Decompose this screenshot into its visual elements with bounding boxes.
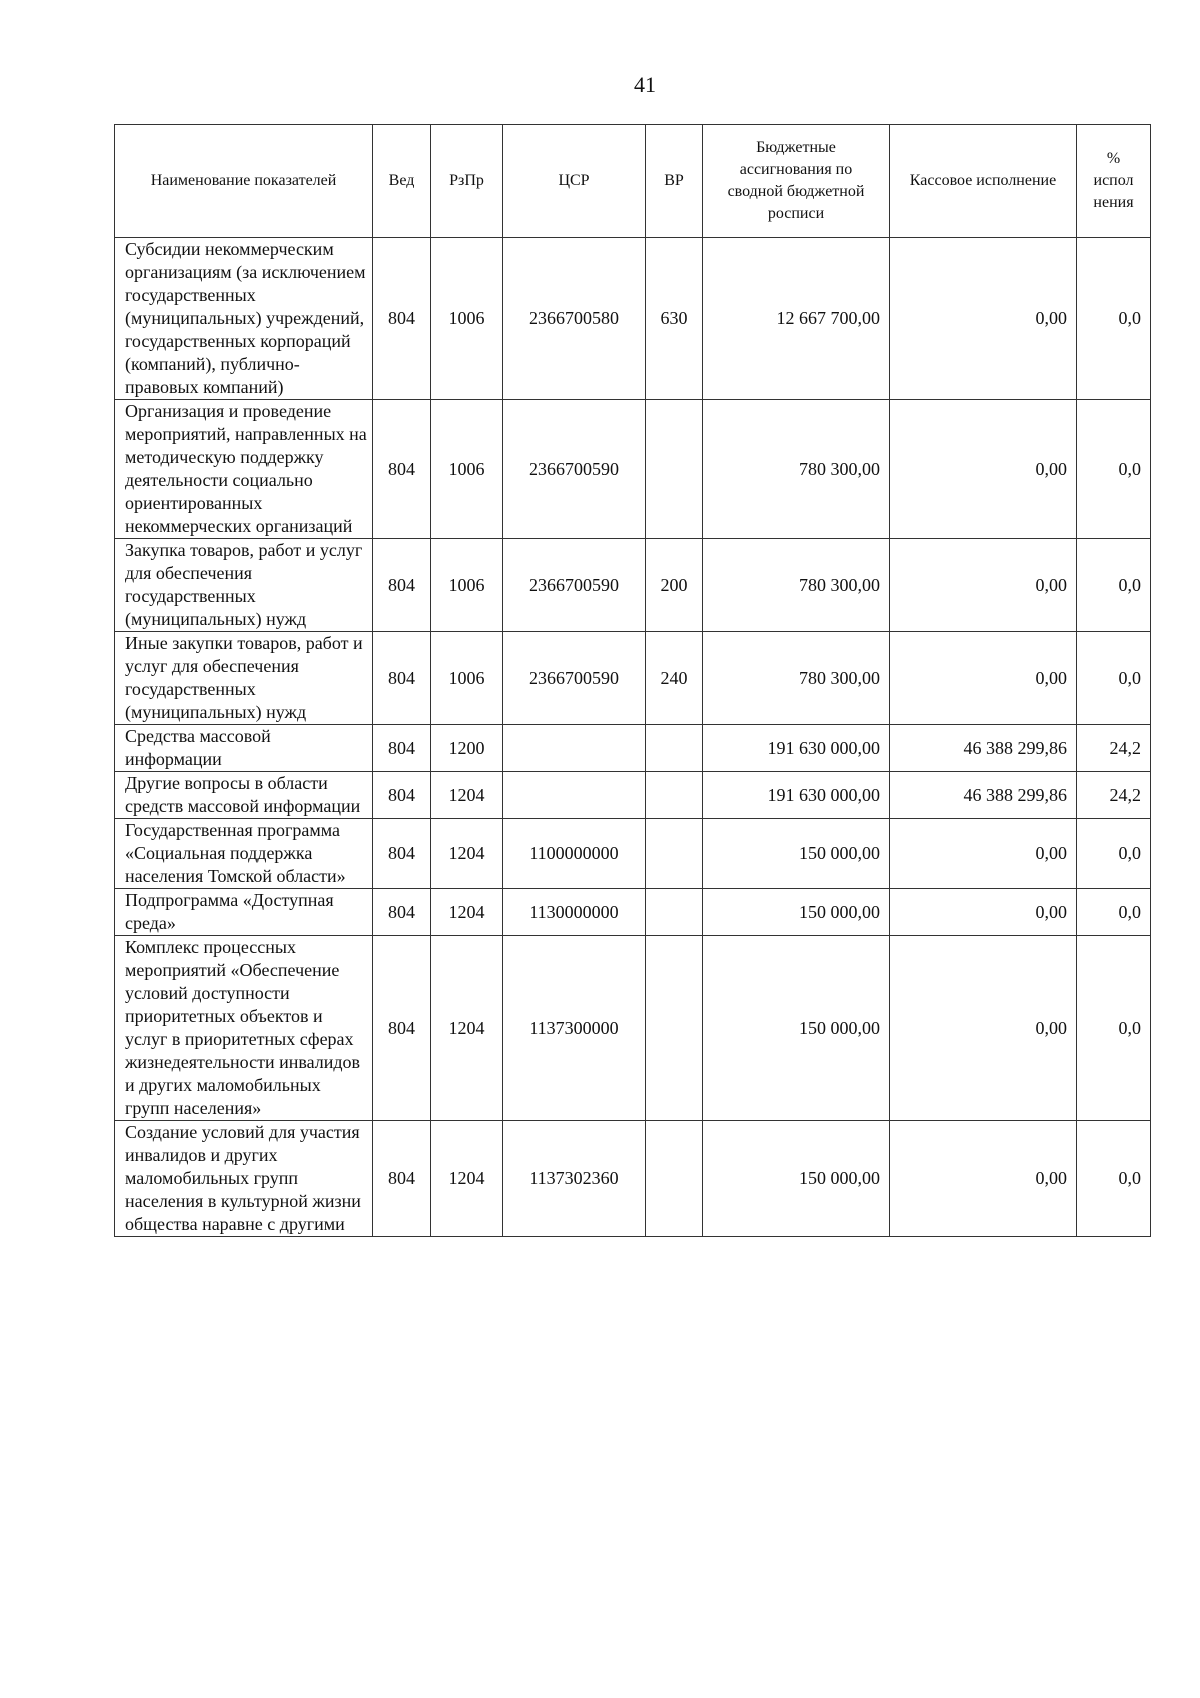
row-ved: 804 (373, 238, 431, 400)
row-rzpr: 1006 (431, 539, 503, 632)
row-vr (646, 819, 703, 889)
row-name: Создание условий для участия инвалидов и других маломобильных групп населения в культурной жизни общества наравне с другими (115, 1121, 373, 1237)
row-csr: 2366700590 (503, 400, 646, 539)
table-row (115, 1121, 1151, 1237)
row-cash: 0,00 (890, 400, 1077, 539)
row-budget: 191 630 000,00 (703, 725, 890, 772)
row-pct: 0,0 (1077, 1121, 1151, 1237)
row-rzpr: 1006 (431, 238, 503, 400)
row-csr: 2366700580 (503, 238, 646, 400)
row-budget: 150 000,00 (703, 819, 890, 889)
row-pct: 0,0 (1077, 889, 1151, 936)
row-name: Закупка товаров, работ и услуг для обеспечения государственных (муниципальных) нужд (115, 539, 373, 632)
table-row (115, 238, 1151, 400)
row-rzpr: 1006 (431, 632, 503, 725)
row-vr: 630 (646, 238, 703, 400)
row-name: Подпрограмма «Доступная среда» (115, 889, 373, 936)
row-rzpr: 1204 (431, 889, 503, 936)
header-vr: ВР (646, 125, 703, 238)
row-vr: 200 (646, 539, 703, 632)
row-pct: 24,2 (1077, 772, 1151, 819)
table-row (115, 725, 1151, 772)
row-cash: 0,00 (890, 1121, 1077, 1237)
row-csr: 1130000000 (503, 889, 646, 936)
row-cash: 0,00 (890, 238, 1077, 400)
row-cash: 46 388 299,86 (890, 772, 1077, 819)
row-ved: 804 (373, 725, 431, 772)
row-vr: 240 (646, 632, 703, 725)
row-ved: 804 (373, 632, 431, 725)
row-csr: 1137300000 (503, 936, 646, 1121)
row-cash: 0,00 (890, 889, 1077, 936)
budget-execution-table (114, 124, 1151, 1237)
table-row (115, 539, 1151, 632)
row-budget: 12 667 700,00 (703, 238, 890, 400)
row-name: Средства массовой информации (115, 725, 373, 772)
row-ved: 804 (373, 772, 431, 819)
row-name: Комплекс процессных мероприятий «Обеспечение условий доступности приоритетных объектов и услуг в приоритетных сферах жизнедеятельности инвалидов и других маломобильных групп населения» (115, 936, 373, 1121)
row-vr (646, 772, 703, 819)
row-cash: 0,00 (890, 632, 1077, 725)
row-ved: 804 (373, 936, 431, 1121)
row-csr: 1137302360 (503, 1121, 646, 1237)
row-vr (646, 400, 703, 539)
header-csr: ЦСР (503, 125, 646, 238)
header-budget: Бюджетные ассигнования по сводной бюджетной росписи (703, 125, 890, 238)
row-csr (503, 772, 646, 819)
row-rzpr: 1200 (431, 725, 503, 772)
row-rzpr: 1204 (431, 936, 503, 1121)
table-row (115, 936, 1151, 1121)
table-row (115, 889, 1151, 936)
table-row (115, 632, 1151, 725)
row-cash: 0,00 (890, 936, 1077, 1121)
row-name: Иные закупки товаров, работ и услуг для обеспечения государственных (муниципальных) нужд (115, 632, 373, 725)
row-name: Другие вопросы в области средств массовой информации (115, 772, 373, 819)
header-cash: Кассовое исполнение (890, 125, 1077, 238)
row-budget: 780 300,00 (703, 539, 890, 632)
row-csr: 2366700590 (503, 539, 646, 632)
row-pct: 0,0 (1077, 632, 1151, 725)
row-budget: 780 300,00 (703, 400, 890, 539)
page-number: 41 (634, 72, 656, 97)
row-cash: 0,00 (890, 819, 1077, 889)
row-rzpr: 1204 (431, 1121, 503, 1237)
row-pct: 0,0 (1077, 400, 1151, 539)
table-row (115, 819, 1151, 889)
row-name: Субсидии некоммерческим организациям (за исключением государственных (муниципальных) учреждений, государственных корпораций (компаний), публично-правовых компаний) (115, 238, 373, 400)
row-rzpr: 1204 (431, 772, 503, 819)
row-budget: 150 000,00 (703, 889, 890, 936)
row-pct: 0,0 (1077, 238, 1151, 400)
header-rzpr: РзПр (431, 125, 503, 238)
row-vr (646, 725, 703, 772)
row-vr (646, 936, 703, 1121)
row-ved: 804 (373, 539, 431, 632)
row-budget: 191 630 000,00 (703, 772, 890, 819)
row-ved: 804 (373, 889, 431, 936)
table-row (115, 772, 1151, 819)
row-rzpr: 1204 (431, 819, 503, 889)
row-ved: 804 (373, 819, 431, 889)
row-ved: 804 (373, 400, 431, 539)
row-vr (646, 889, 703, 936)
row-budget: 150 000,00 (703, 1121, 890, 1237)
row-csr: 1100000000 (503, 819, 646, 889)
row-csr (503, 725, 646, 772)
row-pct: 0,0 (1077, 936, 1151, 1121)
row-name: Государственная программа «Социальная поддержка населения Томской области» (115, 819, 373, 889)
row-pct: 24,2 (1077, 725, 1151, 772)
row-ved: 804 (373, 1121, 431, 1237)
row-vr (646, 1121, 703, 1237)
row-pct: 0,0 (1077, 539, 1151, 632)
row-rzpr: 1006 (431, 400, 503, 539)
header-name: Наименование показателей (115, 125, 373, 238)
row-cash: 46 388 299,86 (890, 725, 1077, 772)
row-budget: 150 000,00 (703, 936, 890, 1121)
row-cash: 0,00 (890, 539, 1077, 632)
table-header-row (115, 125, 1151, 238)
row-budget: 780 300,00 (703, 632, 890, 725)
row-pct: 0,0 (1077, 819, 1151, 889)
header-ved: Вед (373, 125, 431, 238)
row-csr: 2366700590 (503, 632, 646, 725)
header-pct: % испол нения (1077, 125, 1151, 238)
row-name: Организация и проведение мероприятий, направленных на методическую поддержку деятельности социально ориентированных некоммерческих организаций (115, 400, 373, 539)
table-row (115, 400, 1151, 539)
